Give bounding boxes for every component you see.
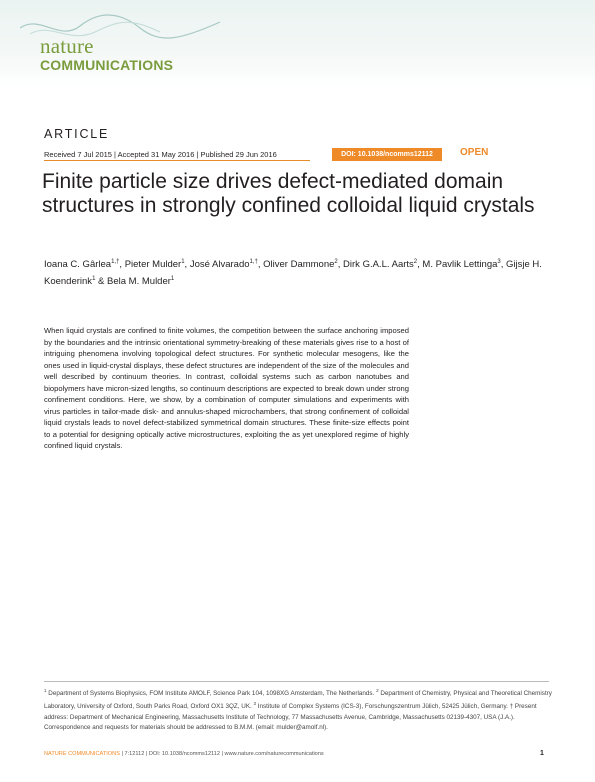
affiliations-footnote [44, 686, 554, 733]
affiliation-2: Department of Chemistry, Physical and Theoretical Chemistry Laboratory, University of Oxford, South Parks Road, Oxford OX1 3QZ, UK. [44, 690, 552, 711]
author-affiliation: 2 [334, 259, 338, 265]
footer-citation: | 7:12112 | DOI: 10.1038/ncomms12112 | www.nature.com/naturecommunications [119, 751, 324, 757]
journal-logo-communications: COMMUNICATIONS [40, 57, 174, 73]
author-affiliation: 2 [413, 259, 418, 265]
article-title: Finite particle size drives defect-mediated domain structures in strongly confined colloidal liquid crystals [42, 170, 535, 217]
footnote-marker: 2 [376, 688, 379, 693]
publication-dates: Received 7 Jul 2015 | Accepted 31 May 2016 | Published 29 Jun 2016 [44, 150, 277, 159]
author-name[interactable]: José Alvarado [189, 259, 250, 271]
author-affiliation: 3 [497, 259, 501, 265]
author-affiliation: 1,† [111, 259, 120, 265]
affiliation-3: Institute of Complex Systems (ICS-3), Forschungszentrum Jülich, 52425 Jülich, Germany. † Present address: Department of Mechanical Engineering, Massachusetts Institute of Technology, 77 Massachusetts Avenue, Cambridge, Massachusetts 02139-4307, USA (J.A.). Correspondence and requests for materials should be addressed to B.M.M. (email: mulder@amolf.nl). [44, 703, 537, 731]
author-name[interactable]: Bela M. Mulder [107, 276, 171, 288]
author-name[interactable]: M. Pavlik Lettinga [422, 259, 498, 271]
author-name[interactable]: Oliver Dammone [263, 259, 335, 271]
author-name[interactable]: Gijsje H. Koenderink [44, 259, 542, 288]
footnote-marker: 3 [253, 701, 257, 707]
author-name[interactable]: Pieter Mulder [124, 259, 182, 271]
footnote-marker: 1 [44, 688, 47, 693]
author-affiliation: 1 [181, 259, 185, 265]
author-affiliation: 1 [92, 276, 96, 283]
journal-logo-nature: nature [40, 34, 94, 58]
author-affiliation: 1,† [249, 259, 258, 265]
author-name[interactable]: Ioana C. Gârlea [44, 259, 112, 271]
footer-journal-name: NATURE COMMUNICATIONS [44, 751, 120, 757]
author-list: Ioana C. Gârlea$^{1,\dagger}$, Pieter Mulder$^1$, José Alvarado$^{1,\dagger}$, Oliver Dammone$^2$, Dirk G.A.L. Aarts$^2$, M. Pavlik Lettinga$^3$, Gijsje H. Koenderink$^1$ & Bela M. Mulder$^1$ [44, 259, 542, 288]
page-number: 1 [540, 750, 544, 757]
affiliation-1: Department of Systems Biophysics, FOM Institute AMOLF, Science Park 104, 1098XG Amsterdam, The Netherlands. [46, 690, 377, 698]
article-type: ARTICLE [44, 127, 110, 141]
abstract: When liquid crystals are confined to finite volumes, the competition between the surface anchoring imposed by the boundaries and the intrinsic orientational symmetry-breaking of these materials gives rise to a host of intriguing phenomena involving topological defect structures. For synthetic molecular mesogens, like the ones used in liquid-crystal displays, these defect structures are independent of the size of the molecules and well described by continuum theories. In contrast, colloidal systems such as carbon nanotubes and biopolymers have micron-sized lengths, so continuum descriptions are expected to break down under strong confinement conditions. Here, we show, by a combination of computer simulations and experiments with virus particles in tailor-made disk- and annulus-shaped microchambers, that strong confinement of colloidal liquid crystals leads to novel defect-stabilized symmetrical domain structures. These finite-size effects point to a potential for designing optically active microstructures, exploiting the as yet unexplored regime of highly confined liquid crystals. [44, 326, 409, 451]
footnote-divider [44, 681, 549, 682]
dates-rule [44, 160, 310, 161]
page-footer [44, 751, 324, 757]
open-access-label: OPEN [460, 147, 489, 158]
author-name[interactable]: Dirk G.A.L. Aarts [343, 259, 414, 271]
author-affiliation: 1 [170, 276, 175, 283]
doi-badge[interactable]: DOI: 10.1038/ncomms12112 [332, 148, 442, 161]
